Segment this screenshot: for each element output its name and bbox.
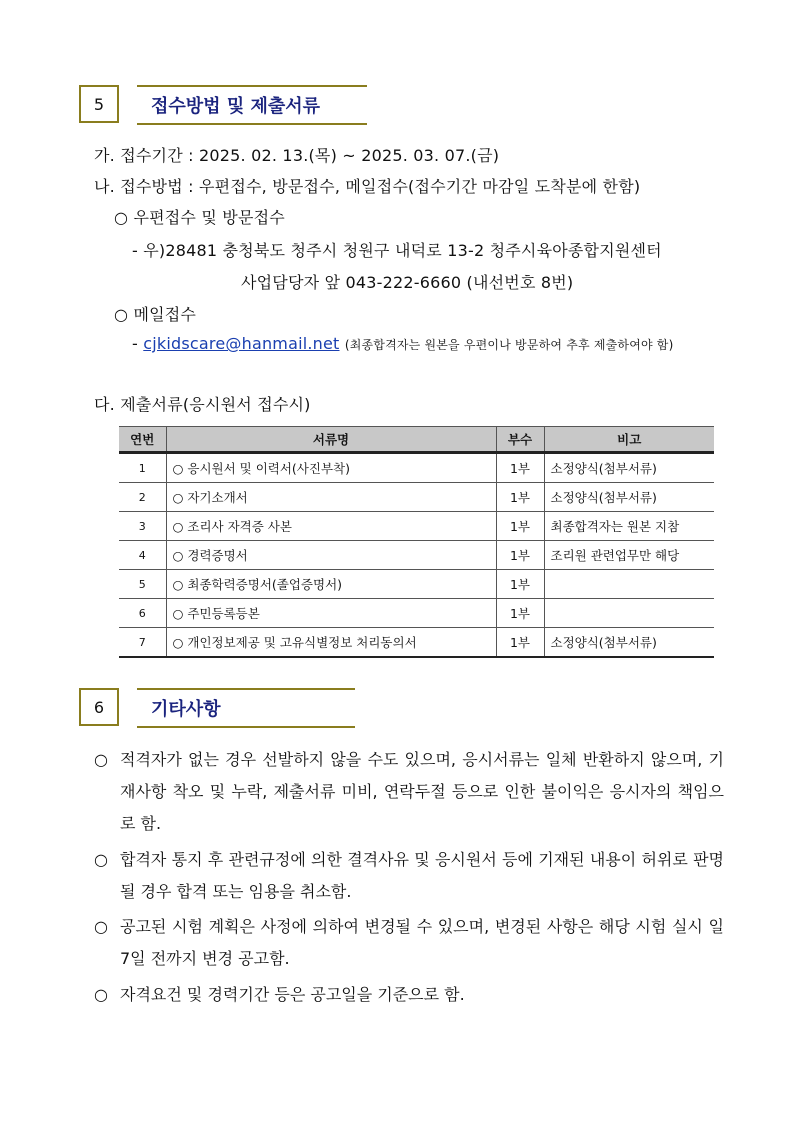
cell-note <box>544 599 714 628</box>
email-link[interactable]: cjkidscare@hanmail.net <box>143 334 340 353</box>
cell-note: 최종합격자는 원본 지참 <box>544 512 714 541</box>
note-text: 공고된 시험 계획은 사정에 의하여 변경될 수 있으며, 변경된 사항은 해당 시험 실시 일 7일 전까지 변경 공고함. <box>120 917 724 968</box>
section-6-title-box <box>137 688 355 728</box>
cell-count: 1부 <box>496 453 544 483</box>
cell-name: ○ 최종학력증명서(졸업증명서) <box>166 570 496 599</box>
documents-heading: 다. 제출서류(응시원서 접수시) <box>94 395 311 414</box>
col-header-no: 연번 <box>119 427 166 453</box>
bullet-icon: ○ <box>94 985 108 1004</box>
table-header-row <box>119 427 714 453</box>
bullet-icon: ○ <box>94 917 108 936</box>
bullet-icon: ○ <box>94 750 108 769</box>
table-row <box>119 541 714 570</box>
cell-count: 1부 <box>496 599 544 628</box>
table-row <box>119 570 714 599</box>
section-6-number: 6 <box>79 688 119 726</box>
cell-name: ○ 경력증명서 <box>166 541 496 570</box>
section-5-title: 접수방법 및 제출서류 <box>151 96 321 117</box>
cell-no: 7 <box>119 628 166 658</box>
cell-count: 1부 <box>496 628 544 658</box>
email-dash: - <box>132 334 138 353</box>
address-line-1: - 우)28481 충청북도 청주시 청원구 내덕로 13-2 청주시육아종합지원센터 <box>132 241 662 260</box>
note-paragraph-2 <box>94 844 724 908</box>
email-line <box>132 334 673 353</box>
note-text: 자격요건 및 경력기간 등은 공고일을 기준으로 함. <box>120 985 465 1004</box>
cell-no: 2 <box>119 483 166 512</box>
section-5-title-box <box>137 85 367 125</box>
note-paragraph-4 <box>94 979 724 1011</box>
cell-no: 3 <box>119 512 166 541</box>
table-row <box>119 453 714 483</box>
cell-count: 1부 <box>496 483 544 512</box>
bullet-icon: ○ <box>94 850 108 869</box>
table-row <box>119 512 714 541</box>
section-6-title: 기타사항 <box>151 699 221 720</box>
col-header-name: 서류명 <box>166 427 496 453</box>
note-paragraph-3 <box>94 911 724 975</box>
cell-no: 6 <box>119 599 166 628</box>
cell-count: 1부 <box>496 512 544 541</box>
note-text: 적격자가 없는 경우 선발하지 않을 수도 있으며, 응시서류는 일체 반환하지 않으며, 기재사항 착오 및 누락, 제출서류 미비, 연락두절 등으로 인한 불이익은 응시자의 책임으로 함. <box>120 750 724 833</box>
cell-name: ○ 주민등록등본 <box>166 599 496 628</box>
cell-name: ○ 조리사 자격증 사본 <box>166 512 496 541</box>
col-header-note: 비고 <box>544 427 714 453</box>
cell-name: ○ 자기소개서 <box>166 483 496 512</box>
documents-table <box>119 426 714 658</box>
cell-note: 소정양식(첨부서류) <box>544 483 714 512</box>
note-text: 합격자 통지 후 관련규정에 의한 결격사유 및 응시원서 등에 기재된 내용이 허위로 판명 될 경우 합격 또는 임용을 취소함. <box>120 850 724 901</box>
table-row <box>119 628 714 658</box>
table-row <box>119 599 714 628</box>
cell-no: 1 <box>119 453 166 483</box>
cell-note: 소정양식(첨부서류) <box>544 453 714 483</box>
note-paragraph-1 <box>94 744 724 840</box>
cell-no: 5 <box>119 570 166 599</box>
cell-no: 4 <box>119 541 166 570</box>
cell-name: ○ 응시원서 및 이력서(사진부착) <box>166 453 496 483</box>
postal-visit-heading: ○ 우편접수 및 방문접수 <box>114 208 285 227</box>
email-note: (최종합격자는 원본을 우편이나 방문하여 추후 제출하여야 함) <box>344 338 674 352</box>
reception-period: 가. 접수기간 : 2025. 02. 13.(목) ~ 2025. 03. 07.(금) <box>94 146 500 165</box>
cell-note: 소정양식(첨부서류) <box>544 628 714 658</box>
col-header-count: 부수 <box>496 427 544 453</box>
table-row <box>119 483 714 512</box>
cell-note <box>544 570 714 599</box>
cell-count: 1부 <box>496 541 544 570</box>
cell-note: 조리원 관련업무만 해당 <box>544 541 714 570</box>
cell-name: ○ 개인정보제공 및 고유식별정보 처리동의서 <box>166 628 496 658</box>
email-heading: ○ 메일접수 <box>114 305 197 324</box>
section-5-number: 5 <box>79 85 119 123</box>
reception-method: 나. 접수방법 : 우편접수, 방문접수, 메일접수(접수기간 마감일 도착분에 한함) <box>94 177 641 196</box>
address-line-2: 사업담당자 앞 043-222-6660 (내선번호 8번) <box>241 273 574 292</box>
cell-count: 1부 <box>496 570 544 599</box>
